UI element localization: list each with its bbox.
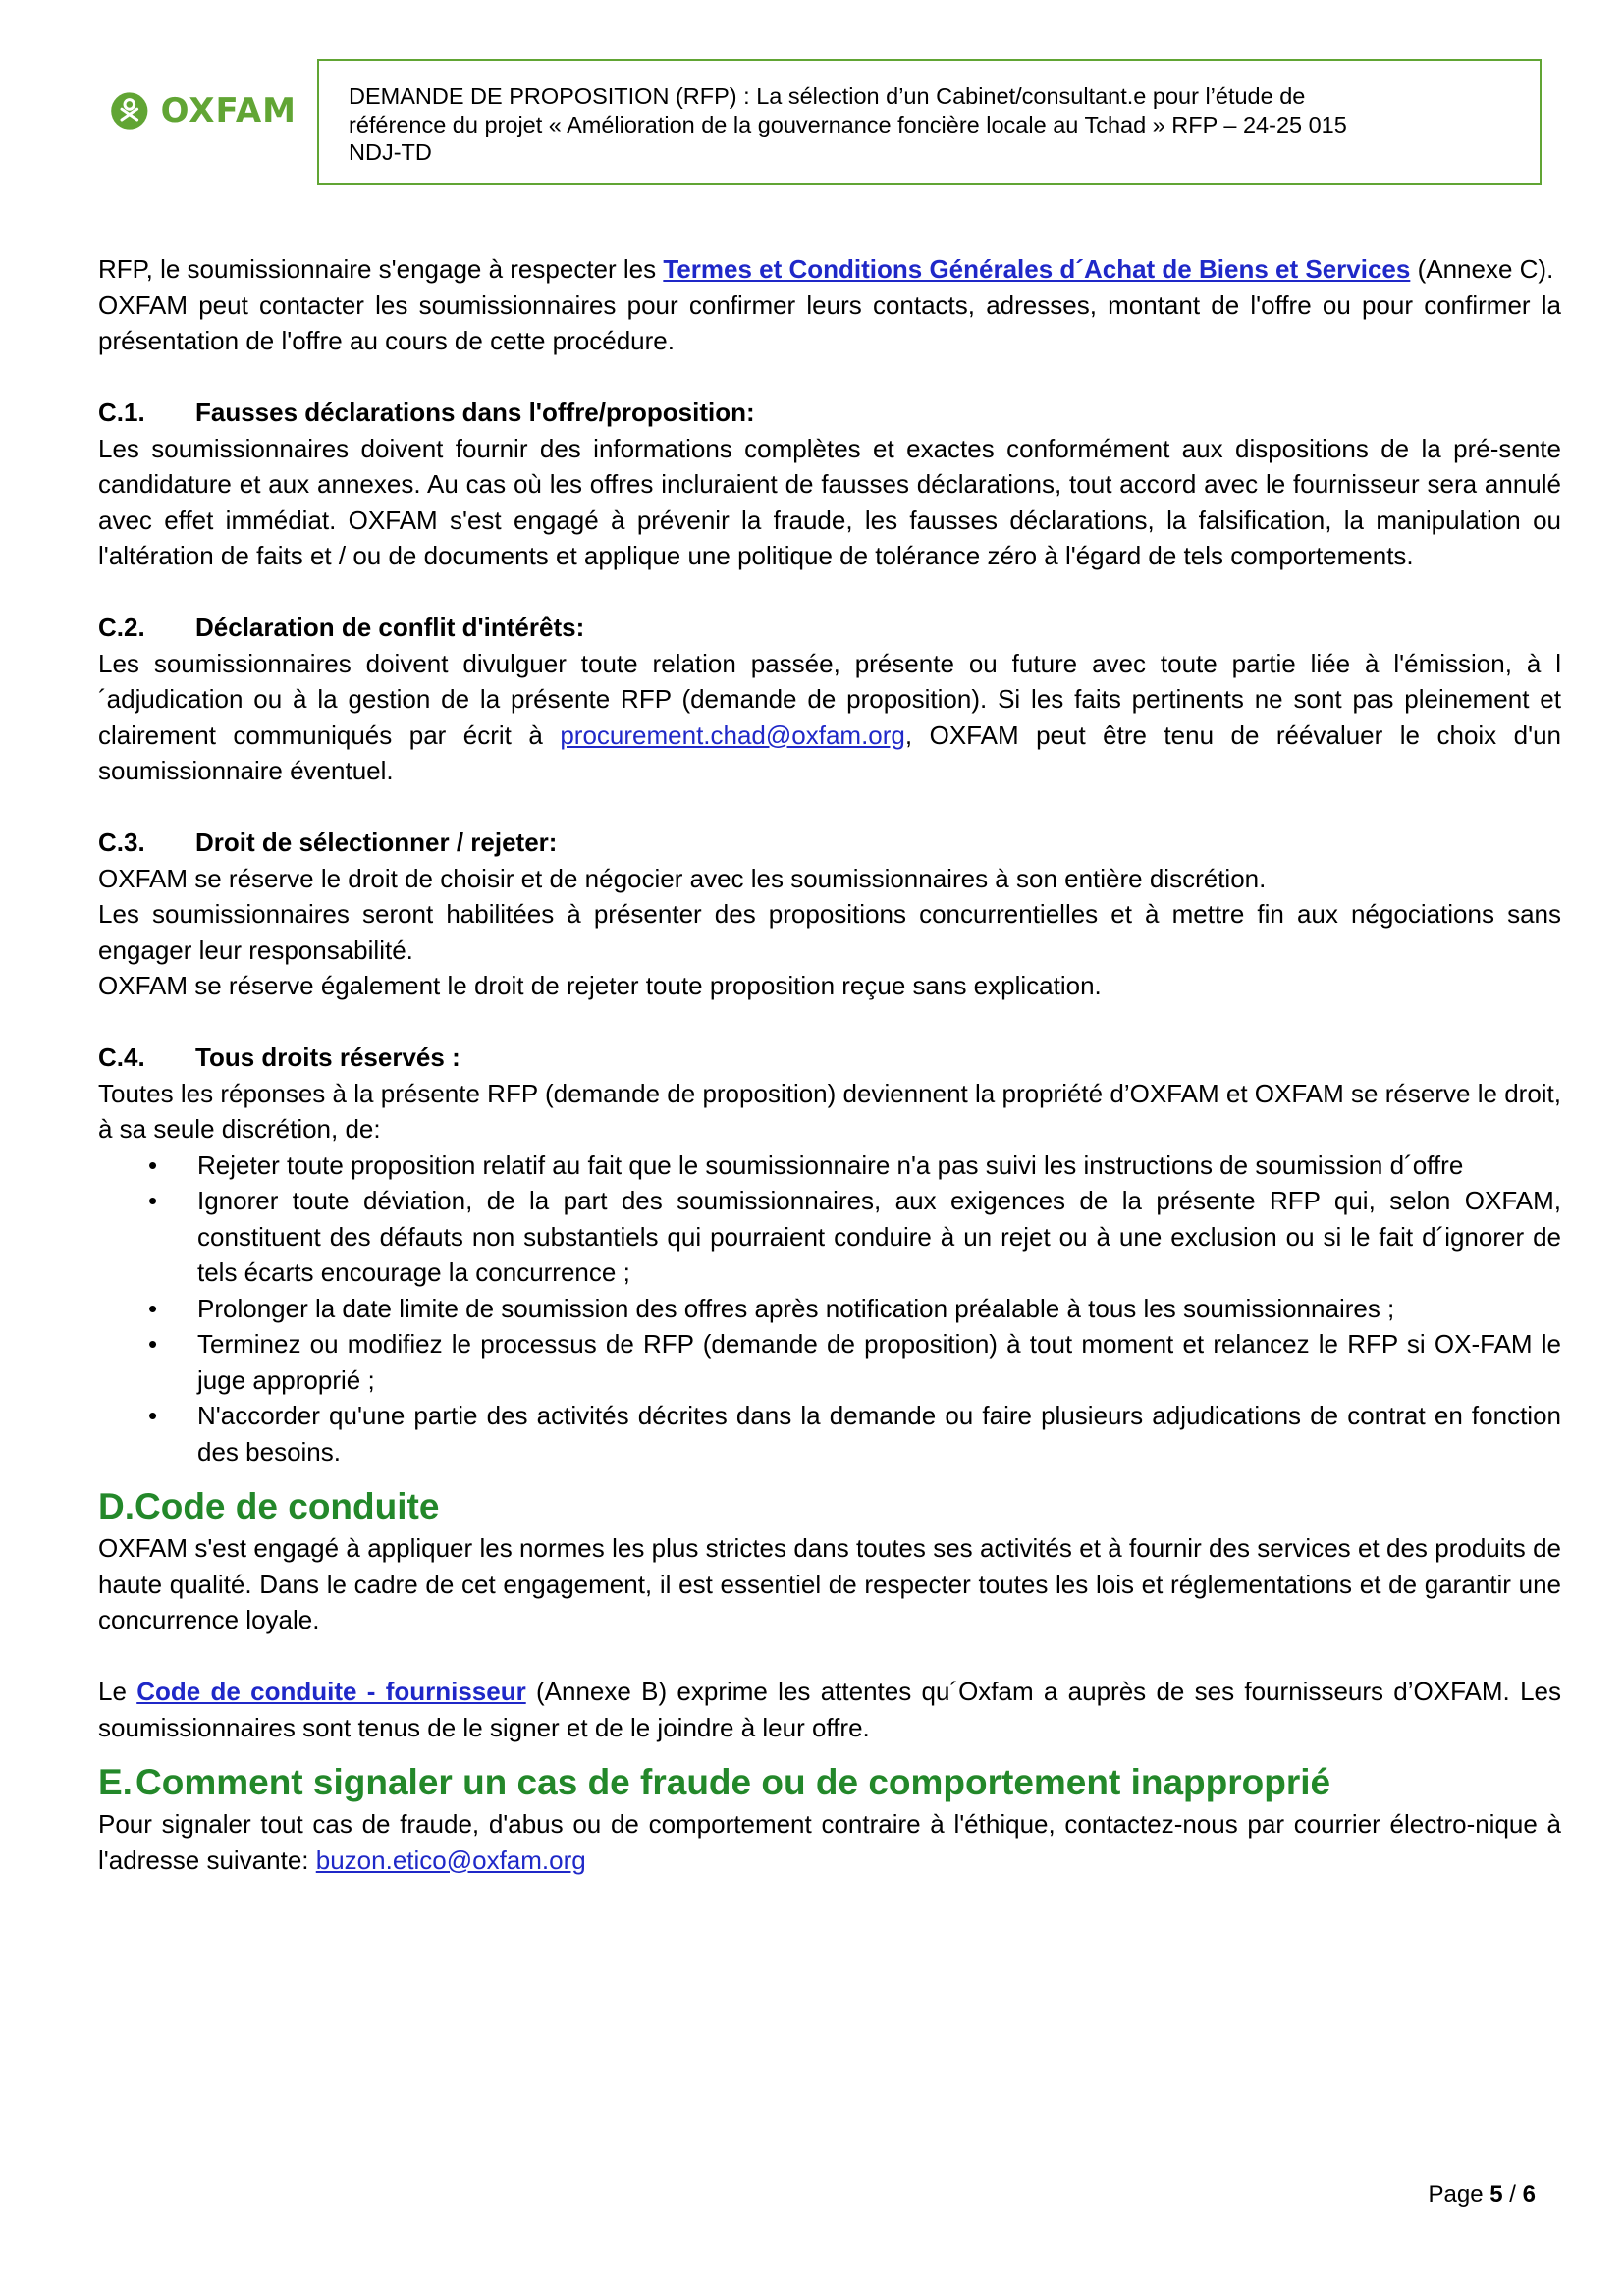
terms-conditions-link[interactable]: Termes et Conditions Générales d´Achat de Biens et Services	[663, 254, 1411, 284]
header-title-line: DEMANDE DE PROPOSITION (RFP) : La sélection d’un Cabinet/consultant.e pour l’étude de	[349, 83, 1306, 109]
section-c3-heading: C.3. Droit de sélectionner / rejeter:	[98, 828, 558, 857]
oxfam-emblem-icon	[110, 79, 149, 143]
section-d-text-2: Le Code de conduite - fournisseur (Annexe B) exprime les attentes qu´Oxfam a auprès de ses fournisseurs d’OXFAM. Les soumissionnaires sont tenus de le signer et de le joindre à leur offre.	[98, 1677, 1561, 1742]
header-title-line: référence du projet « Amélioration de la gouvernance foncière locale au Tchad » RFP – 24-25 015	[349, 111, 1347, 137]
section-c4-intro: Toutes les réponses à la présente RFP (demande de proposition) deviennent la propriété d’OXFAM et OXFAM se réserve le droit, à sa seule discrétion, de:	[98, 1078, 1561, 1144]
section-c4-list	[98, 1148, 1561, 1470]
list-item: • Rejeter toute proposition relatif au fait que le soumissionnaire n'a pas suivi les instructions de soumission d´offre	[98, 1148, 1561, 1184]
list-item: • Prolonger la date limite de soumission des offres après notification préalable à tous les soumissionnaires ;	[98, 1291, 1561, 1327]
procurement-email-link[interactable]: procurement.chad@oxfam.org	[560, 720, 905, 750]
section-c3-line: OXFAM se réserve également le droit de rejeter toute proposition reçue sans explication.	[98, 971, 1102, 1000]
section-e-heading: E. Comment signaler un cas de fraude ou de comportement inapproprié	[98, 1762, 1331, 1802]
section-c3-line: Les soumissionnaires seront habilitées à présenter des propositions concurrentielles et à mettre fin aux négociations sans engager leur responsabilité.	[98, 899, 1561, 965]
section-d-text: OXFAM s'est engagé à appliquer les normes les plus strictes dans toutes ses activités et à fournir des services et des produits de haute qualité. Dans le cadre de cet engagement, il est essentiel de respecter toutes les lois et réglementations et de garantir une concurrence loyale.	[98, 1533, 1561, 1634]
total-pages: 6	[1522, 2181, 1536, 2208]
header-title-line: NDJ-TD	[349, 139, 432, 165]
oxfam-logo-text: OXFAM	[160, 91, 297, 131]
section-d-heading: D. Code de conduite	[98, 1486, 440, 1526]
ethics-email-link[interactable]: buzon.etico@oxfam.org	[315, 1844, 586, 1875]
section-c1-heading: C.1. Fausses déclarations dans l'offre/proposition:	[98, 398, 755, 427]
section-c4-heading: C.4. Tous droits réservés :	[98, 1042, 460, 1072]
document-body	[98, 251, 1561, 1878]
section-e-text: Pour signaler tout cas de fraude, d'abus ou de comportement contraire à l'éthique, contactez-nous par courrier électro-nique à l'adresse suivante: buzon.etico@oxfam.org	[98, 1809, 1561, 1875]
oxfam-logo	[110, 77, 297, 145]
list-item: • N'accorder qu'une partie des activités décrites dans la demande ou faire plusieurs adjudications de contrat en fonction des besoins.	[98, 1398, 1561, 1469]
section-c2-text: Les soumissionnaires doivent divulguer toute relation passée, présente ou future avec toute partie liée à l'émission, à l´adjudication ou à la gestion de la présente RFP (demande de proposition). Si les faits pertinents ne sont pas pleinement et clairement communiqués par écrit à procurement.chad@oxfam.org, OXFAM peut être tenu de réévaluer le choix d'un soumissionnaire éventuel.	[98, 648, 1561, 785]
document-header	[317, 59, 1542, 185]
section-c2-heading: C.2. Déclaration de conflit d'intérêts:	[98, 613, 585, 642]
section-c1-text: Les soumissionnaires doivent fournir des informations complètes et exactes conformément aux dispositions de la pré-sente candidature et aux annexes. Au cas où les offres incluraient de fausses déclarations, tout accord avec le fournisseur sera annulé avec effet immédiat. OXFAM s'est engagé à prévenir la fraude, les fausses déclarations, la falsification, la manipulation ou l'altération de faits et / ou de documents et applique une politique de tolérance zéro à l'égard de tels comportements.	[98, 433, 1561, 570]
page-number: Page 5 / 6	[1428, 2181, 1536, 2208]
intro-paragraph: RFP, le soumissionnaire s'engage à respecter les Termes et Conditions Générales d´Achat de Biens et Services (Annexe C).	[98, 254, 1554, 284]
section-c3-line: OXFAM se réserve le droit de choisir et de négocier avec les soumissionnaires à son entière discrétion.	[98, 863, 1267, 893]
intro-paragraph-2: OXFAM peut contacter les soumissionnaires pour confirmer leurs contacts, adresses, montant de l'offre ou pour confirmer la présentation de l'offre au cours de cette procédure.	[98, 290, 1561, 355]
list-item: • Ignorer toute déviation, de la part des soumissionnaires, aux exigences de la présente RFP qui, selon OXFAM, constituent des défauts non substantiels qui pourraient conduire à un rejet ou à une exclusion ou si le fait d´ignorer de tels écarts encourage la concurrence ;	[98, 1183, 1561, 1291]
current-page: 5	[1489, 2181, 1503, 2208]
code-of-conduct-link[interactable]: Code de conduite - fournisseur	[136, 1677, 526, 1706]
list-item: • Terminez ou modifiez le processus de RFP (demande de proposition) à tout moment et relancez le RFP si OX-FAM le juge approprié ;	[98, 1326, 1561, 1398]
